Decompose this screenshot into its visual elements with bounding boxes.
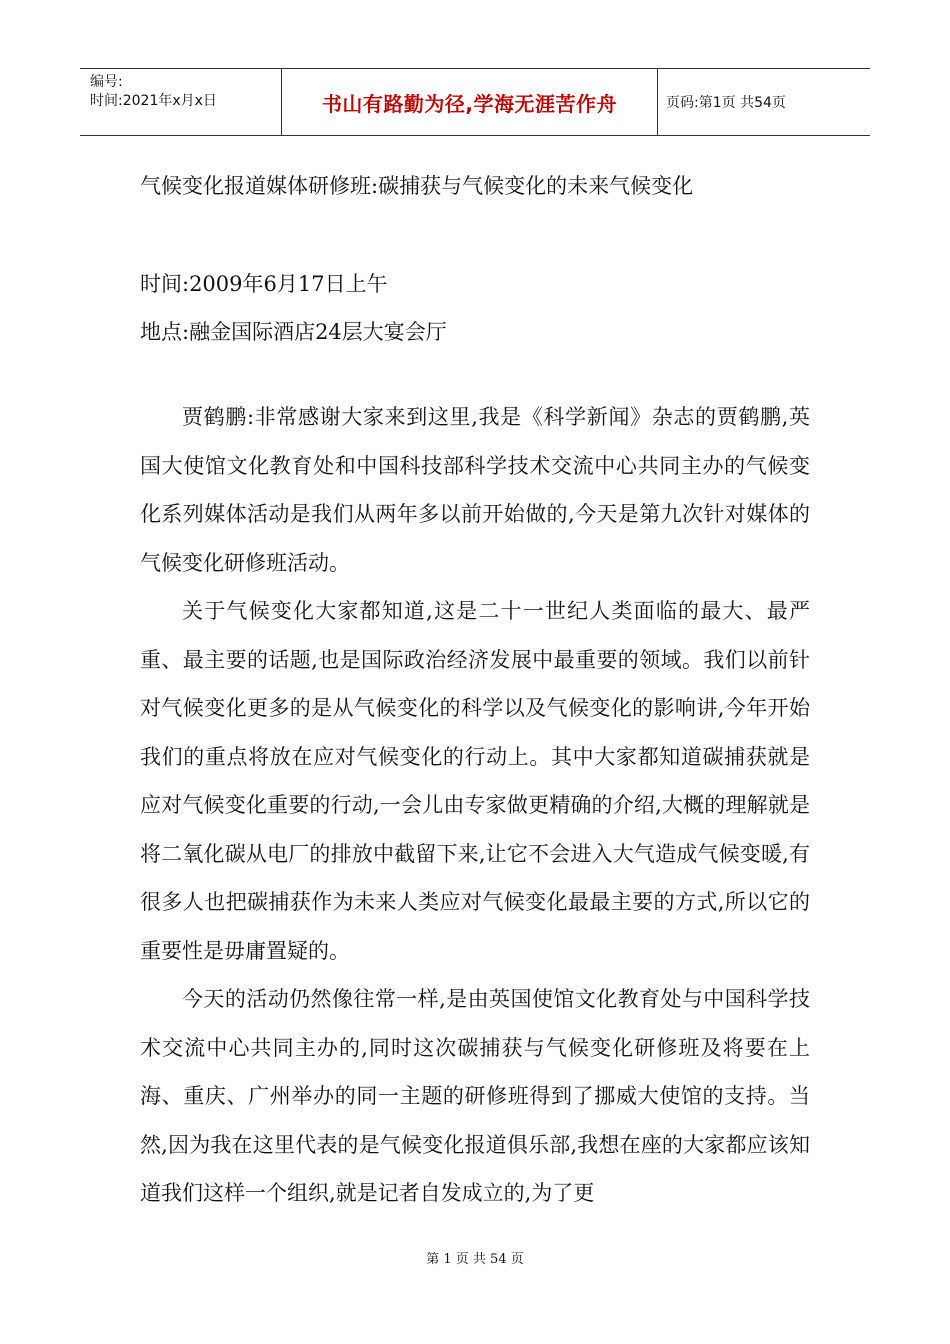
- header-page-label: 页码:第1页 共54页: [666, 95, 786, 111]
- paragraph: 关于气候变化大家都知道,这是二十一世纪人类面临的最大、最严重、最主要的话题,也是国际政治经济发展中最重要的领域。我们以前针对气候变化更多的是从气候变化的科学以及气候变化的影响讲,今年开始我们的重点将放在应对气候变化的行动上。其中大家都知道碳捕获就是应对气候变化重要的行动,一会儿由专家做更精确的介绍,大概的理解就是将二氧化碳从电厂的排放中截留下来,让它不会进入大气造成气候变暖,有很多人也把碳捕获作为未来人类应对气候变化最最主要的方式,所以它的重要性是毋庸置疑的。: [140, 599, 810, 963]
- header-motto-cell: [282, 69, 658, 135]
- header-page-cell: [658, 69, 870, 135]
- page-footer: 第 1 页 共 54 页: [426, 1252, 524, 1267]
- header-meta: [80, 69, 282, 135]
- paragraph: 今天的活动仍然像往常一样,是由英国使馆文化教育处与中国科学技术交流中心共同主办的,同时这次碳捕获与气候变化研修班及将要在上海、重庆、广州举办的同一主题的研修班得到了挪威大使馆的支持。当然,因为我在这里代表的是气候变化报道俱乐部,我想在座的大家都应该知道我们这样一个组织,就是记者自发成立的,为了更: [140, 987, 810, 1205]
- document-title: 气候变化报道媒体研修班:碳捕获与气候变化的未来气候变化: [140, 174, 694, 198]
- header-number-label: 编号:: [90, 74, 123, 90]
- header-motto: 书山有路勤为径,学海无涯苦作舟: [321, 91, 618, 116]
- paragraph: 贾鹤鹏:非常感谢大家来到这里,我是《科学新闻》杂志的贾鹤鹏,英国大使馆文化教育处和中国科技部科学技术交流中心共同主办的气候变化系列媒体活动是我们从两年多以前开始做的,今天是第九次针对媒体的气候变化研修班活动。: [140, 405, 810, 575]
- document-body: [140, 393, 810, 1218]
- event-place: 地点:融金国际酒店24层大宴会厅: [140, 320, 447, 344]
- event-time: 时间:2009年6月17日上午: [140, 272, 388, 296]
- document-header: [80, 68, 870, 136]
- header-time-label: 时间:2021年x月x日: [90, 93, 217, 109]
